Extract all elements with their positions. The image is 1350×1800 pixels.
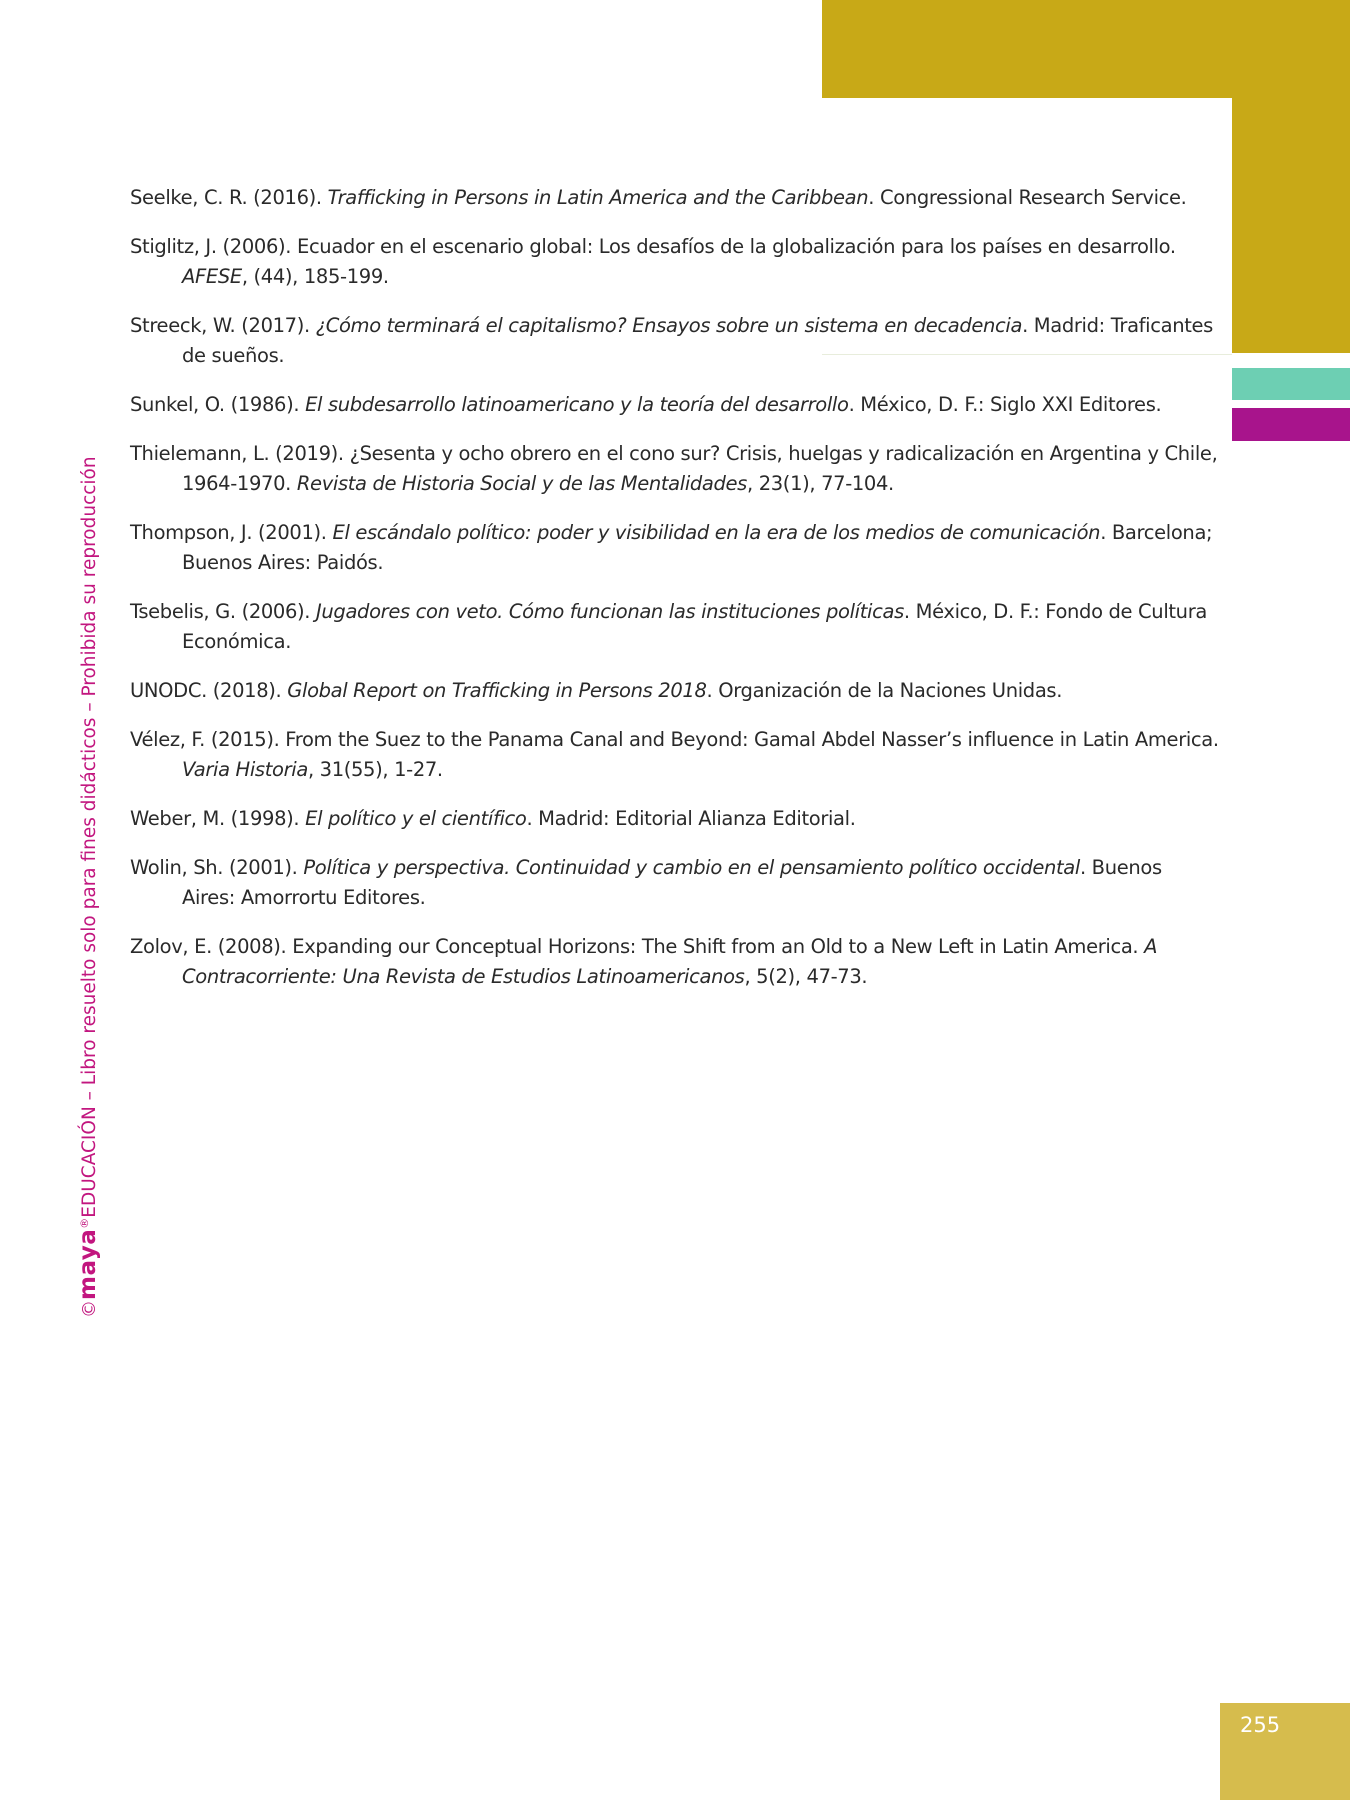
reference-text: . Barcelona; Buenos Aires: Paidós.: [182, 521, 1213, 574]
reference-text: Thompson, J. (2001).: [130, 521, 333, 544]
reference-item: [130, 725, 1220, 785]
reference-title: Varia Historia: [182, 758, 308, 781]
reference-title: Política y perspectiva. Continuidad y cambio en el pensamiento político occidental: [303, 856, 1080, 879]
reference-item: [130, 232, 1220, 292]
reference-text: . México, D. F.: Siglo XXI Editores.: [848, 393, 1162, 416]
reference-title: El escándalo político: poder y visibilidad en la era de los medios de comunicación: [332, 521, 1101, 544]
reference-text: , 23(1), 77-104.: [747, 472, 894, 495]
reference-title: AFESE: [182, 265, 242, 288]
reference-item: [130, 676, 1220, 706]
reference-text: Tsebelis, G. (2006).: [130, 600, 317, 623]
reference-text: . Buenos Aires: Amorrortu Editores.: [182, 856, 1162, 909]
reference-text: Vélez, F. (2015). From the Suez to the Panama Canal and Beyond: Gamal Abdel Nasser’s influence in Latin America.: [130, 728, 1219, 751]
reference-title: Jugadores con veto. Cómo funcionan las instituciones políticas: [316, 600, 904, 623]
brand-logo-text: maya: [75, 1228, 101, 1300]
reference-title: Trafficking in Persons in Latin America and the Caribbean: [327, 186, 869, 209]
reference-item: [130, 597, 1220, 657]
reference-title: El político y el científico: [305, 807, 527, 830]
reference-item: [130, 390, 1220, 420]
header-gold-side-block: [1232, 98, 1350, 353]
magenta-tab-marker: [1232, 408, 1350, 441]
registered-mark: ®: [77, 1217, 91, 1229]
reference-title: El subdesarrollo latinoamericano y la teoría del desarrollo: [305, 393, 849, 416]
reference-text: , 31(55), 1-27.: [307, 758, 443, 781]
reference-text: Weber, M. (1998).: [130, 807, 306, 830]
reference-item: [130, 183, 1220, 213]
reference-item: [130, 853, 1220, 913]
reference-title: A Contracorriente: Una Revista de Estudios Latinoamericanos: [182, 935, 1158, 988]
reference-title: Revista de Historia Social y de las Mentalidades: [296, 472, 747, 495]
page-number-box: [1220, 1703, 1350, 1800]
reference-title: ¿Cómo terminará el capitalismo? Ensayos sobre un sistema en decadencia: [315, 314, 1023, 337]
side-copyright-rest: EDUCACIÓN – Libro resuelto solo para fines didácticos – Prohibida su reproducción: [79, 456, 100, 1218]
reference-text: . México, D. F.: Fondo de Cultura Económica.: [182, 600, 1207, 653]
reference-item: [130, 804, 1220, 834]
reference-text: UNODC. (2018).: [130, 679, 288, 702]
reference-text: . Madrid: Traficantes de sueños.: [182, 314, 1213, 367]
reference-text: Wolin, Sh. (2001).: [130, 856, 304, 879]
reference-item: [130, 518, 1220, 578]
reference-text: Thielemann, L. (2019). ¿Sesenta y ocho obrero en el cono sur? Crisis, huelgas y radicalización en Argentina y Chile, 1964-1970.: [130, 442, 1218, 495]
reference-list: [130, 183, 1220, 1011]
header-gold-block: [822, 0, 1350, 98]
reference-text: Seelke, C. R. (2016).: [130, 186, 328, 209]
reference-text: , (44), 185-199.: [241, 265, 389, 288]
reference-text: Stiglitz, J. (2006). Ecuador en el escenario global: Los desafíos de la globalización para los países en desarrollo.: [130, 235, 1176, 258]
copyright-symbol: ©: [79, 1300, 100, 1318]
side-copyright-text: [68, 458, 108, 1318]
reference-text: Zolov, E. (2008). Expanding our Conceptual Horizons: The Shift from an Old to a New Left in Latin America.: [130, 935, 1145, 958]
reference-text: . Madrid: Editorial Alianza Editorial.: [526, 807, 856, 830]
reference-text: . Organización de la Naciones Unidas.: [706, 679, 1063, 702]
reference-title: Global Report on Trafficking in Persons 2018: [287, 679, 707, 702]
reference-text: . Congressional Research Service.: [868, 186, 1187, 209]
reference-text: Streeck, W. (2017).: [130, 314, 316, 337]
reference-item: [130, 311, 1220, 371]
reference-text: Sunkel, O. (1986).: [130, 393, 306, 416]
reference-item: [130, 439, 1220, 499]
reference-item: [130, 932, 1220, 992]
teal-tab-marker: [1232, 368, 1350, 400]
page-number: 255: [1240, 1713, 1281, 1737]
reference-text: , 5(2), 47-73.: [744, 965, 868, 988]
